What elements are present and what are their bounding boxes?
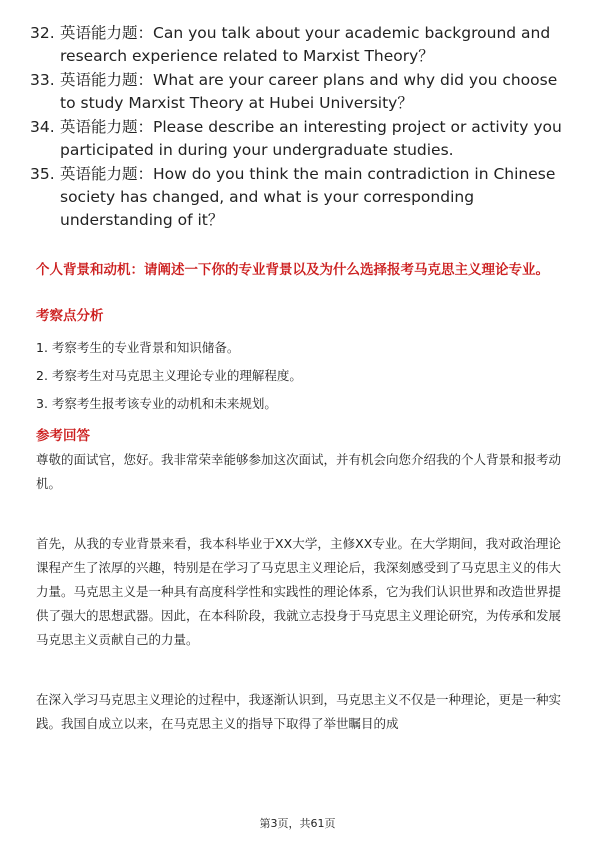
- focus-question: 个人背景和动机：请阐述一下你的专业背景以及为什么选择报考马克思主义理论专业。: [36, 262, 549, 278]
- answer-heading: 参考回答: [36, 428, 90, 444]
- answer-paragraph: 首先，从我的专业背景来看，我本科毕业于XX大学，主修XX专业。在大学期间，我对政治理论课程产生了浓厚的兴趣，特别是在学习了马克思主义理论后，我深刻感受到了马克思主义的伟大力量。马克思主义是一种具有高度科学性和实践性的理论体系，它为我们认识世界和改造世界提供了强大的思想武器。因此，在本科阶段，我就立志投身于马克思主义理论研究，为传承和发展马克思主义贡献自己的力量。: [36, 536, 562, 647]
- question-text: 英语能力题：Can you talk about your academic background and research experience related to Marxist Theory？: [60, 24, 551, 65]
- page-number: 第3页，共61页: [259, 817, 336, 830]
- analysis-item: 2. 考察考生对马克思主义理论专业的理解程度。: [36, 368, 302, 383]
- question-item: [30, 163, 565, 232]
- question-list: [30, 22, 565, 233]
- answer-paragraph: 在深入学习马克思主义理论的过程中，我逐渐认识到，马克思主义不仅是一种理论，更是一种实践。我国自成立以来，在马克思主义的指导下取得了举世瞩目的成: [36, 692, 562, 731]
- question-number: 32.: [30, 24, 55, 42]
- answer-section: [36, 426, 561, 736]
- analysis-heading: 考察点分析: [36, 308, 104, 324]
- question-number: 34.: [30, 118, 55, 136]
- analysis-section: [36, 306, 561, 414]
- question-text: 英语能力题：What are your career plans and why did you choose to study Marxist Theory at Hubei University？: [60, 71, 558, 112]
- question-item: [30, 116, 565, 162]
- analysis-item: 1. 考察考生的专业背景和知识储备。: [36, 340, 240, 355]
- question-number: 33.: [30, 71, 55, 89]
- question-number: 35.: [30, 165, 55, 183]
- question-text: 英语能力题：How do you think the main contradiction in Chinese society has changed, and what is your corresponding understanding of it？: [60, 165, 556, 229]
- question-item: [30, 22, 565, 68]
- question-text: 英语能力题：Please describe an interesting project or activity you participated in during your undergraduate studies.: [60, 118, 562, 159]
- question-item: [30, 69, 565, 115]
- focus-question-section: [36, 260, 561, 280]
- analysis-item: 3. 考察考生报考该专业的动机和未来规划。: [36, 396, 277, 411]
- answer-paragraph: 尊敬的面试官，您好。我非常荣幸能够参加这次面试，并有机会向您介绍我的个人背景和报考动机。: [36, 452, 562, 491]
